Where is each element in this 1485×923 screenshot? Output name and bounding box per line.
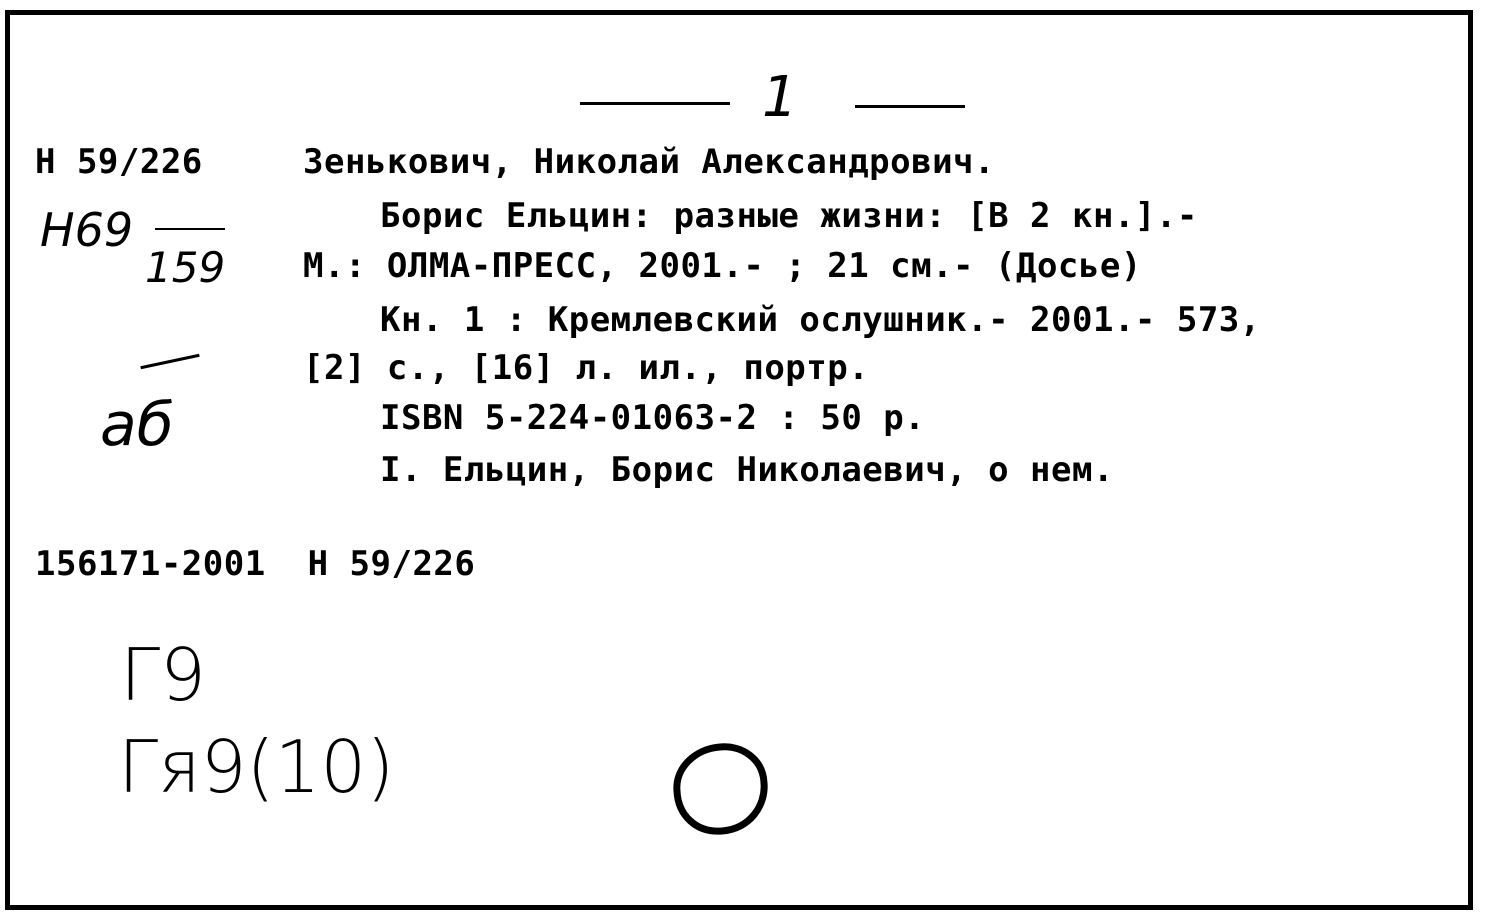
number-dash-right <box>855 105 965 108</box>
title-line-2: М.: ОЛМА-ПРЕСС, 2001.- ; 21 см.- (Досье) <box>303 246 1142 286</box>
footer-line: 156171-2001 Н 59/226 <box>35 544 476 584</box>
abbr-stroke <box>140 354 199 369</box>
shelfmark: Н 59/226 <box>35 142 203 182</box>
handwritten-code-2: Гя9(10) <box>118 725 395 809</box>
title-line-1: Борис Ельцин: разные жизни: [В 2 кн.].- <box>380 196 1198 236</box>
number-dash-left <box>580 102 730 105</box>
volume-line-2: [2] с., [16] л. ил., портр. <box>303 348 870 388</box>
handwritten-shelf-top: Н69 <box>40 203 134 257</box>
handwritten-abbr: аб <box>100 390 174 460</box>
handwritten-fraction-bar <box>155 228 225 230</box>
volume-line-1: Кн. 1 : Кремлевский ослушник.- 2001.- 573, <box>380 300 1261 340</box>
catalog-card <box>5 10 1473 910</box>
handwritten-code-1: Г9 <box>120 633 206 717</box>
isbn-line: ISBN 5-224-01063-2 : 50 р. <box>380 398 926 438</box>
punch-hole-icon <box>660 725 780 845</box>
handwritten-shelf-bottom: 159 <box>145 243 226 292</box>
author-heading: Зенькович, Николай Александрович. <box>303 142 996 182</box>
card-number: 1 <box>762 65 798 130</box>
subject-line: I. Ельцин, Борис Николаевич, о нем. <box>380 450 1114 490</box>
